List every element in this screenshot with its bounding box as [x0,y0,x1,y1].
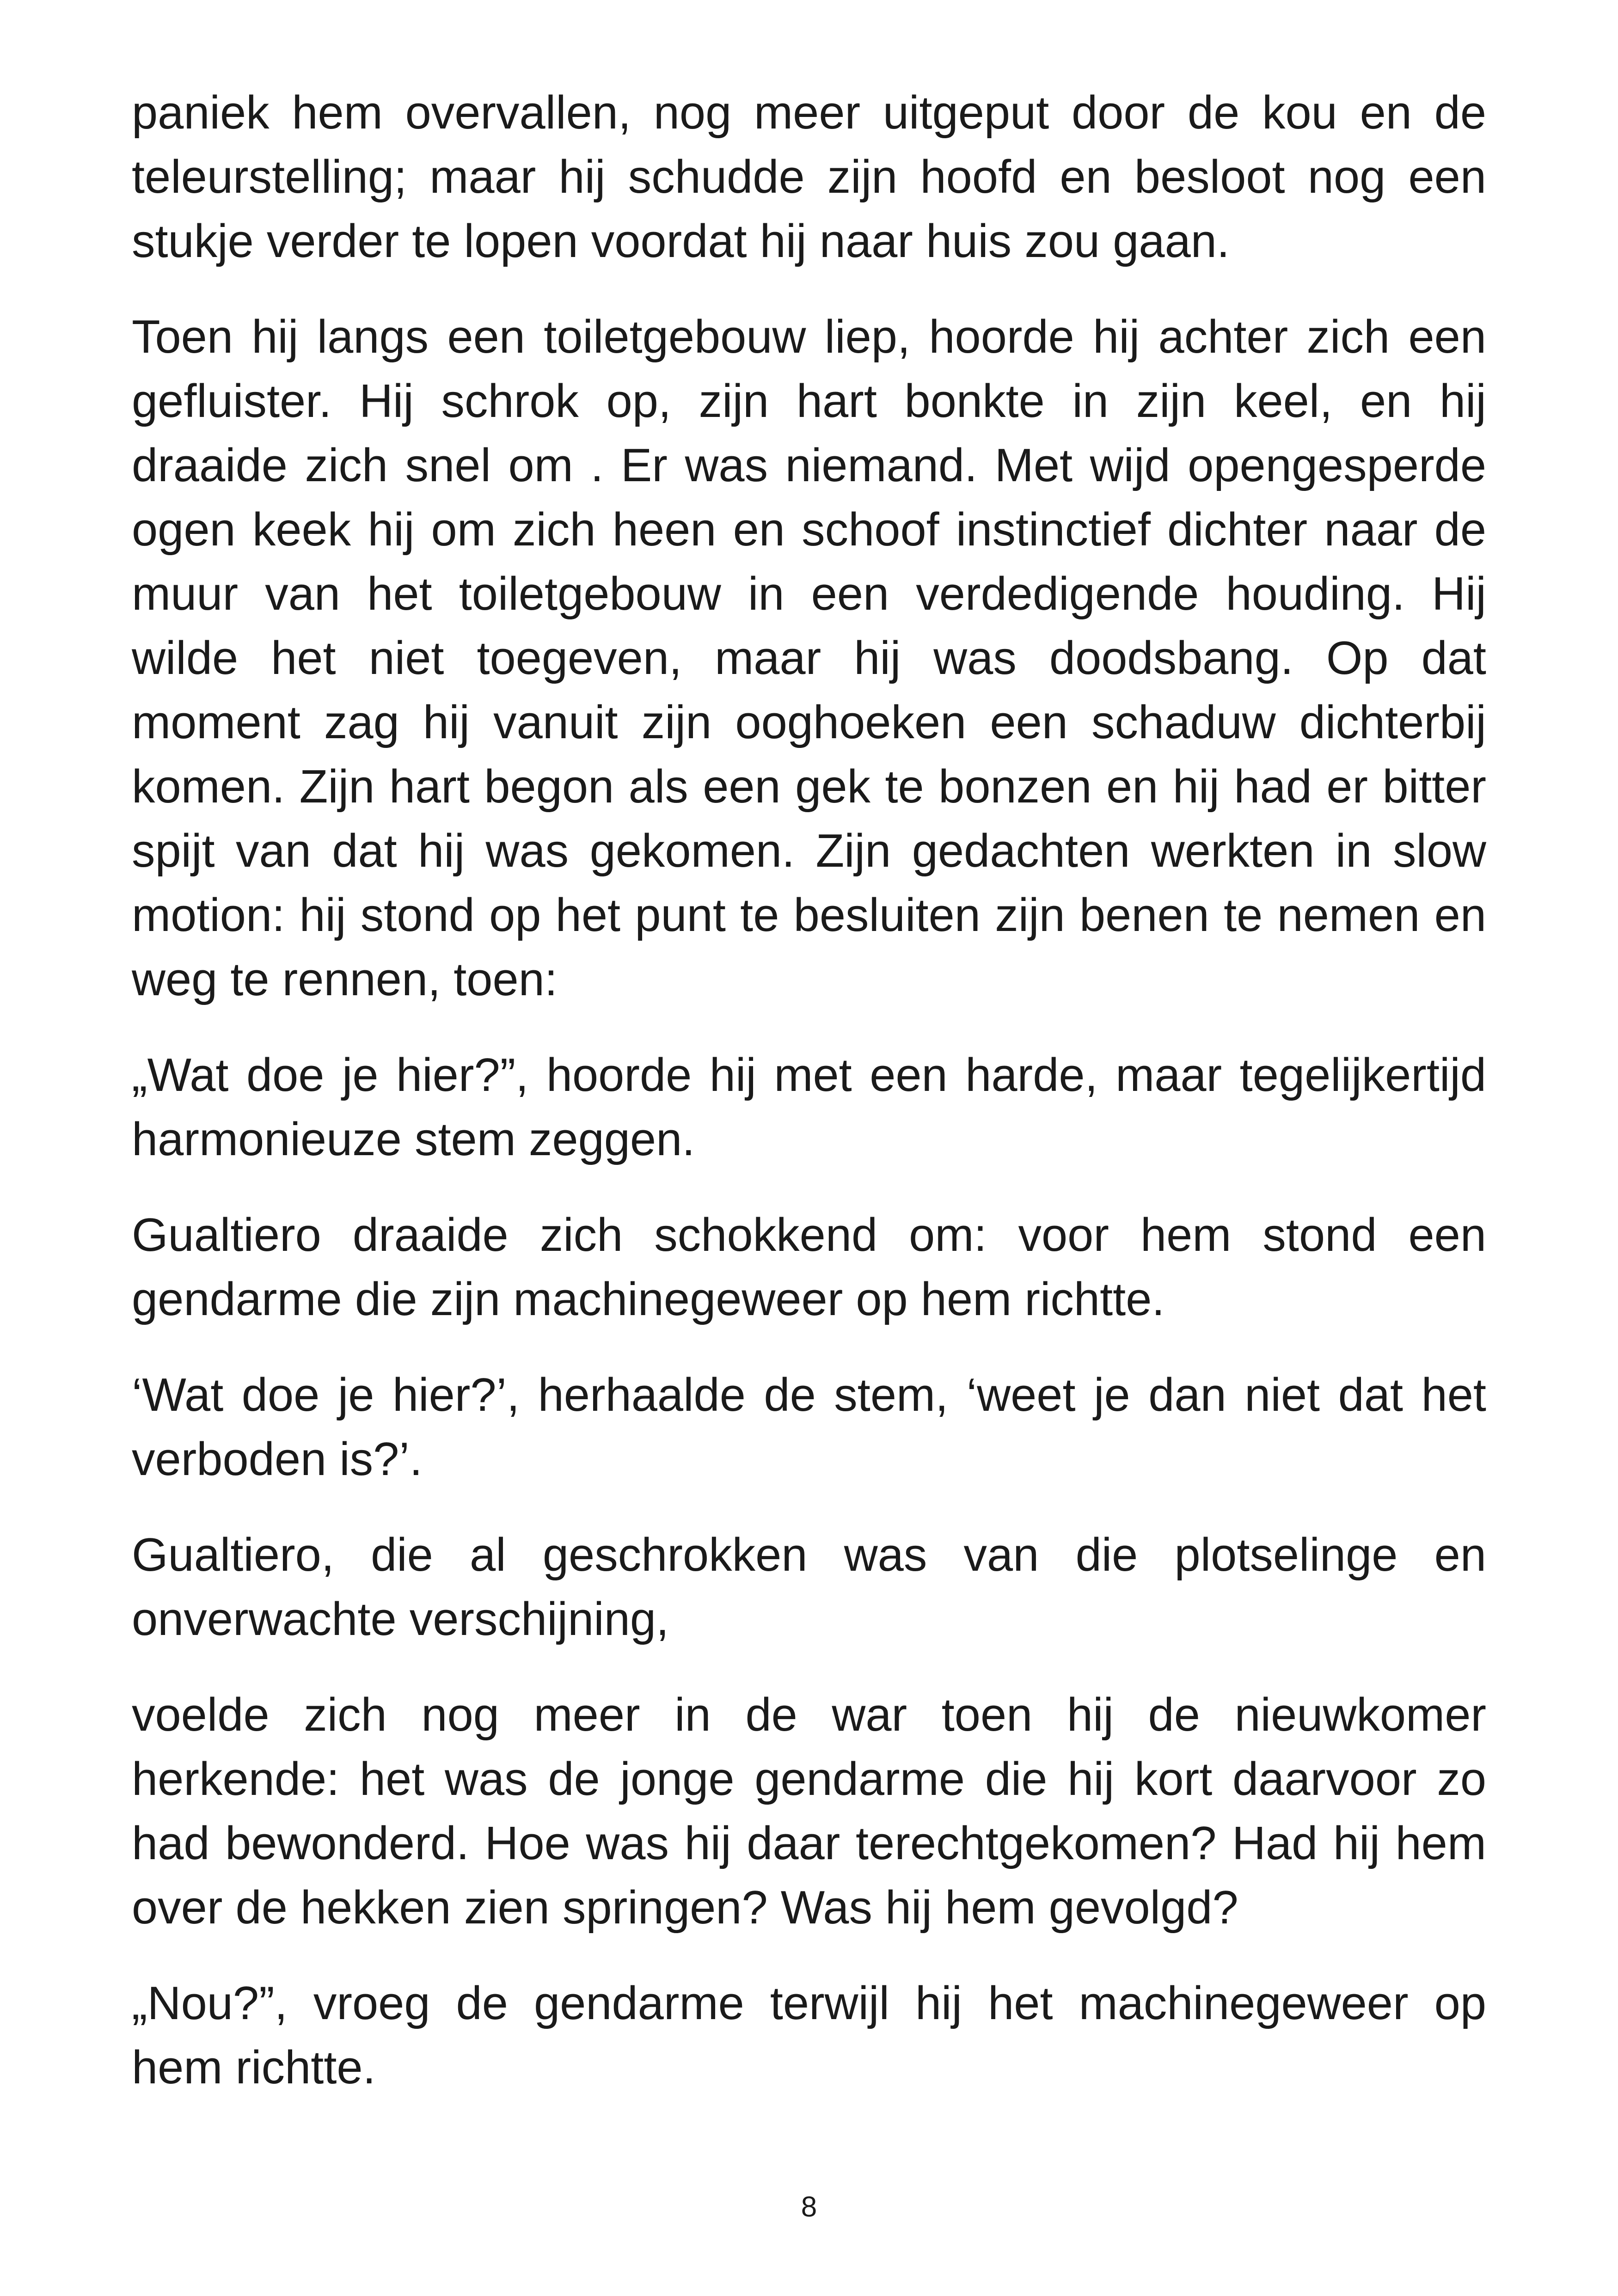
paragraph: ‘Wat doe je hier?’, herhaalde de stem, ‘weet je dan niet dat het verboden is?’. [132,1369,1486,1485]
body-text [132,81,1486,2100]
paragraph: Gualtiero draaide zich schokkend om: voor hem stond een gendarme die zijn machinegeweer op hem richtte. [132,1209,1486,1325]
paragraph: paniek hem overvallen, nog meer uitgeput door de kou en de teleurstelling; maar hij schudde zijn hoofd en besloot nog een stukje verder te lopen voordat hij naar huis zou gaan. [132,87,1486,267]
paragraph: „Nou?”, vroeg de gendarme terwijl hij het machinegeweer op hem richtte. [132,1978,1486,2094]
paragraph: Toen hij langs een toiletgebouw liep, hoorde hij achter zich een gefluister. Hij schrok op, zijn hart bonkte in zijn keel, en hij draaide zich snel om . Er was niemand. Met wijd opengesperde ogen keek hij om zich heen en schoof instinctief dichter naar de muur van het toiletgebouw in een verdedigende houding. Hij wilde het niet toegeven, maar hij was doodsbang. Op dat moment zag hij vanuit zijn ooghoeken een schaduw dichterbij komen. Zijn hart begon als een gek te bonzen en hij had er bitter spijt van dat hij was gekomen. Zijn gedachten werkten in slow motion: hij stond op het punt te besluiten zijn benen te nemen en weg te rennen, toen: [132,311,1486,1005]
paragraph: „Wat doe je hier?”, hoorde hij met een harde, maar tegelijkertijd harmonieuze stem zeggen. [132,1049,1486,1165]
paragraph: Gualtiero, die al geschrokken was van die plotselinge en onverwachte verschijning, [132,1529,1486,1645]
paragraph: voelde zich nog meer in de war toen hij de nieuwkomer herkende: het was de jonge gendarme die hij kort daarvoor zo had bewonderd. Hoe was hij daar terechtgekomen? Had hij hem over de hekken zien springen? Was hij hem gevolgd? [132,1689,1486,1934]
page-number: 8 [801,2191,817,2223]
